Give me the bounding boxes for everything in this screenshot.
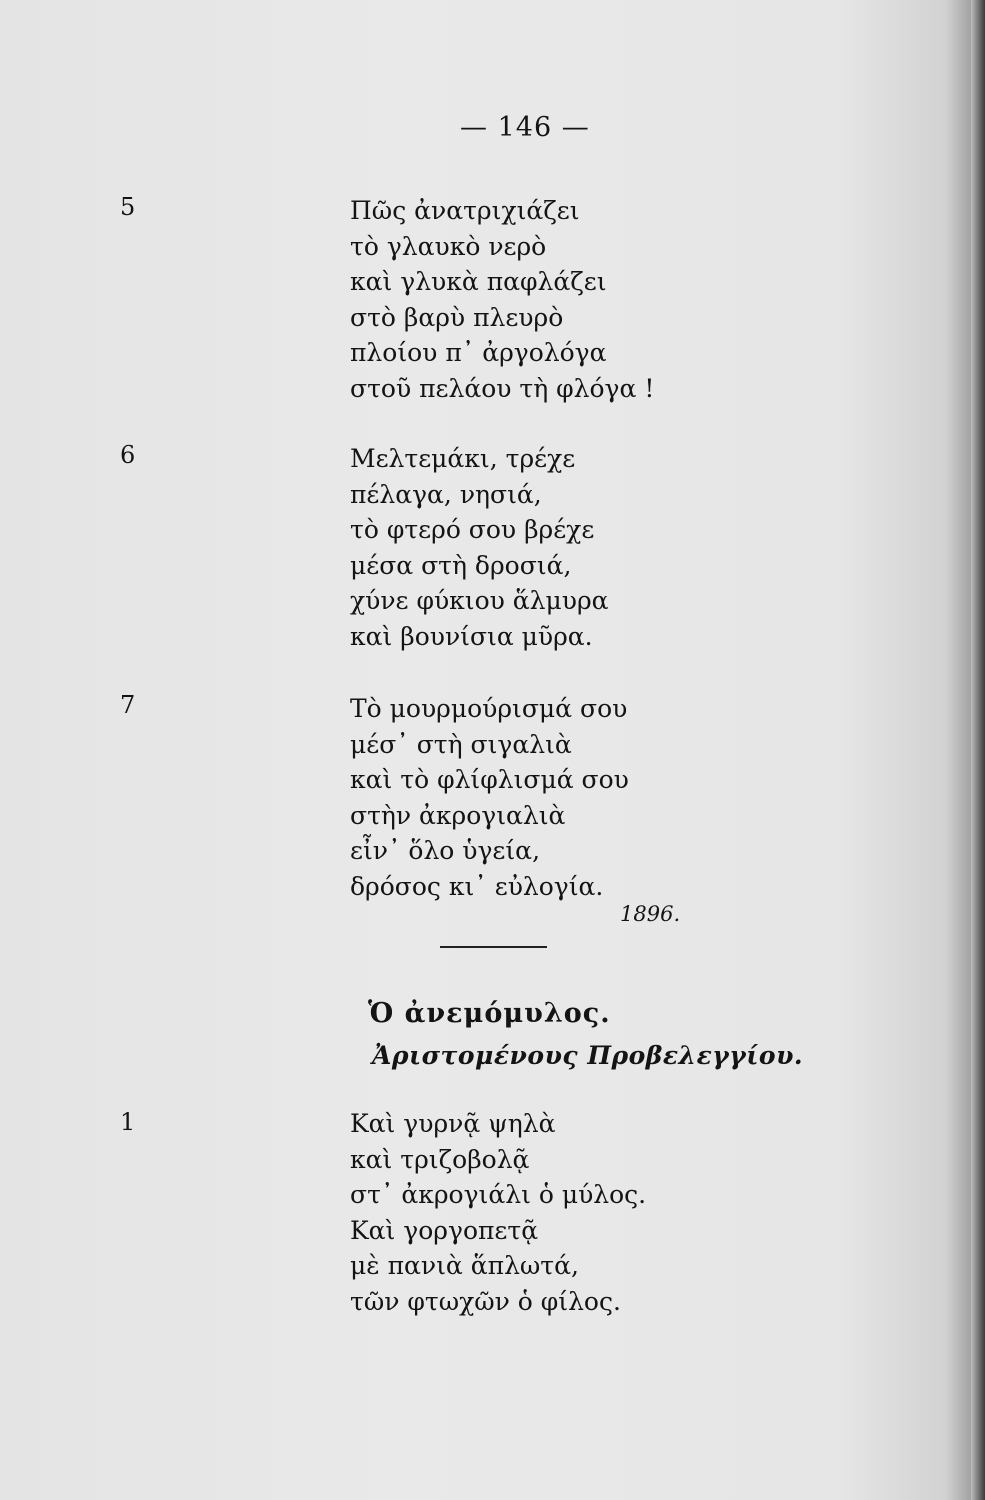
verse-line: καὶ τὸ φλίφλισμά σου bbox=[350, 765, 629, 794]
verse-line: Καὶ γυρνᾷ ψηλὰ bbox=[350, 1109, 556, 1138]
verse-line: μέσα στὴ δροσιά, bbox=[350, 550, 572, 580]
verse-line: εἶν᾽ ὅλο ὑγεία, bbox=[350, 836, 541, 865]
verse-line: καὶ βουνίσια μῦρα. bbox=[350, 621, 593, 651]
verse-line: Τὸ μουρμούρισμά σου bbox=[350, 694, 628, 723]
verse-line: στοῦ πελάου τὴ φλόγα ! bbox=[350, 373, 655, 403]
verse-line: Πῶς ἀνατριχιάζει bbox=[350, 196, 580, 225]
verse-line: πέλαγα, νησιά, bbox=[350, 479, 542, 509]
stanza-number: 7 bbox=[120, 691, 136, 719]
stanza-number: 6 bbox=[120, 441, 136, 469]
poem-date: 1896. bbox=[620, 902, 681, 926]
verse-line: στ᾽ ἀκρογιάλι ὁ μύλος. bbox=[350, 1180, 647, 1209]
book-spine-shadow bbox=[971, 0, 985, 1500]
section-divider bbox=[440, 946, 547, 948]
stanza-6 bbox=[350, 441, 609, 654]
verse-line: τὸ φτερό σου βρέχε bbox=[350, 515, 595, 544]
stanza-5 bbox=[350, 193, 654, 406]
verse-line: Καὶ γοργοπετᾷ bbox=[350, 1215, 539, 1245]
verse-line: τῶν φτωχῶν ὁ φίλος. bbox=[350, 1286, 621, 1316]
verse-line: καὶ γλυκὰ παφλάζει bbox=[350, 267, 607, 296]
verse-line: Μελτεμάκι, τρέχε bbox=[350, 444, 576, 473]
verse-line: χύνε φύκιου ἅλμυρα bbox=[350, 586, 609, 615]
verse-line: δρόσος κι᾽ εὐλογία. bbox=[350, 871, 604, 901]
poem-author: Ἀριστομένους Προβελεγγίου. bbox=[372, 1041, 804, 1070]
stanza-number: 1 bbox=[120, 1108, 136, 1136]
verse-line: μὲ πανιὰ ἅπλωτά, bbox=[350, 1251, 579, 1280]
verse-line: στὴν ἀκρογιαλιὰ bbox=[350, 800, 566, 830]
verse-line: πλοίου π᾽ ἀργολόγα bbox=[350, 338, 607, 367]
stanza-7 bbox=[350, 691, 629, 904]
verse-line: μέσ᾽ στὴ σιγαλιὰ bbox=[350, 729, 572, 759]
verse-line: καὶ τριζοβολᾷ bbox=[350, 1144, 530, 1174]
verse-line: στὸ βαρὺ πλευρὸ bbox=[350, 302, 564, 332]
page-number: — 146 — bbox=[460, 112, 590, 143]
stanza-number: 5 bbox=[120, 193, 136, 221]
verse-line: τὸ γλαυκὸ νερὸ bbox=[350, 231, 547, 261]
poem-title: Ὁ ἀνεμόμυλος. bbox=[368, 998, 611, 1029]
stanza-1 bbox=[350, 1106, 646, 1319]
